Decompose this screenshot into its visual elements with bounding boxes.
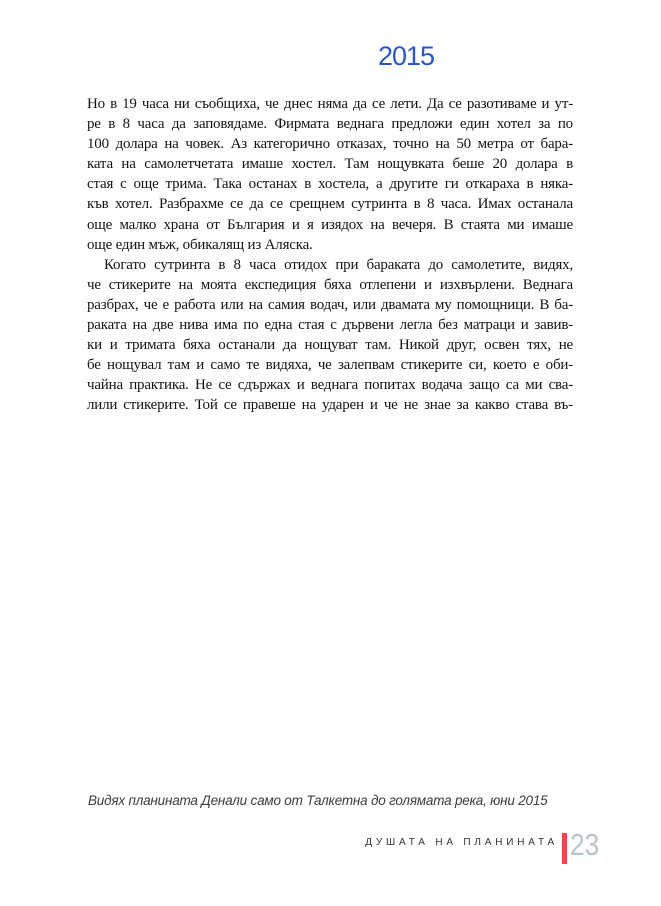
footer-book-title: ДУШАТА НА ПЛАНИНАТА bbox=[365, 837, 558, 848]
body-line: лили стикерите. Той се правеше на ударен и че не знае за какво става въ- bbox=[87, 397, 573, 414]
body-line: Когато сутринта в 8 часа отидох при бараката до самолетите, видях, bbox=[104, 256, 573, 273]
body-text bbox=[87, 94, 573, 416]
body-line: бе нощувал там и само те видяха, че залепвам стикерите си, което е оби- bbox=[87, 357, 573, 374]
chapter-title: 2015 bbox=[377, 41, 435, 71]
body-line: чайна практика. Не се сдържах и веднага попитах водача защо са ми сва- bbox=[87, 377, 573, 394]
body-line: ре в 8 часа да заповядаме. Фирмата веднага предложи един хотел за по bbox=[87, 116, 573, 133]
body-line: раката на две нива има по една стая с дървени легла без матраци и завив- bbox=[87, 317, 573, 334]
body-line: още малко храна от България и я изядох на вечеря. В стаята ми имаше bbox=[87, 216, 573, 233]
body-line: стая с още трима. Така останах в хостела, а другите ги откараха в няка- bbox=[87, 176, 573, 193]
body-line: Но в 19 часа ни съобщиха, че днес няма да се лети. Да се разотиваме и ут- bbox=[87, 96, 573, 112]
body-line: че стикерите на моята експедиция бяха отлепени и изхвърлени. Веднага bbox=[87, 276, 573, 293]
body-line: къв хотел. Разбрахме се да се срещнем сутринта в 8 часа. Имах останала bbox=[87, 196, 573, 213]
footer-divider bbox=[562, 833, 567, 864]
body-line: ки и тримата бяха останали да нощуват там. Никой друг, освен тях, не bbox=[87, 337, 573, 354]
body-line: ката на самолетчетата имаше хостел. Там нощувката беше 20 долара в bbox=[87, 156, 573, 173]
photo-caption: Видях планината Денали само от Талкетна до голямата река, юни 2015 bbox=[88, 793, 548, 808]
footer-page-number: 23 bbox=[570, 827, 600, 862]
body-line: 100 долара на човек. Аз категорично отказах, точно на 50 метра от бара- bbox=[87, 136, 573, 153]
body-line: разбрах, че е работа или на самия водач, или двамата му помощници. В ба- bbox=[87, 296, 573, 313]
body-line: още един мъж, обикалящ из Аляска. bbox=[87, 236, 313, 253]
